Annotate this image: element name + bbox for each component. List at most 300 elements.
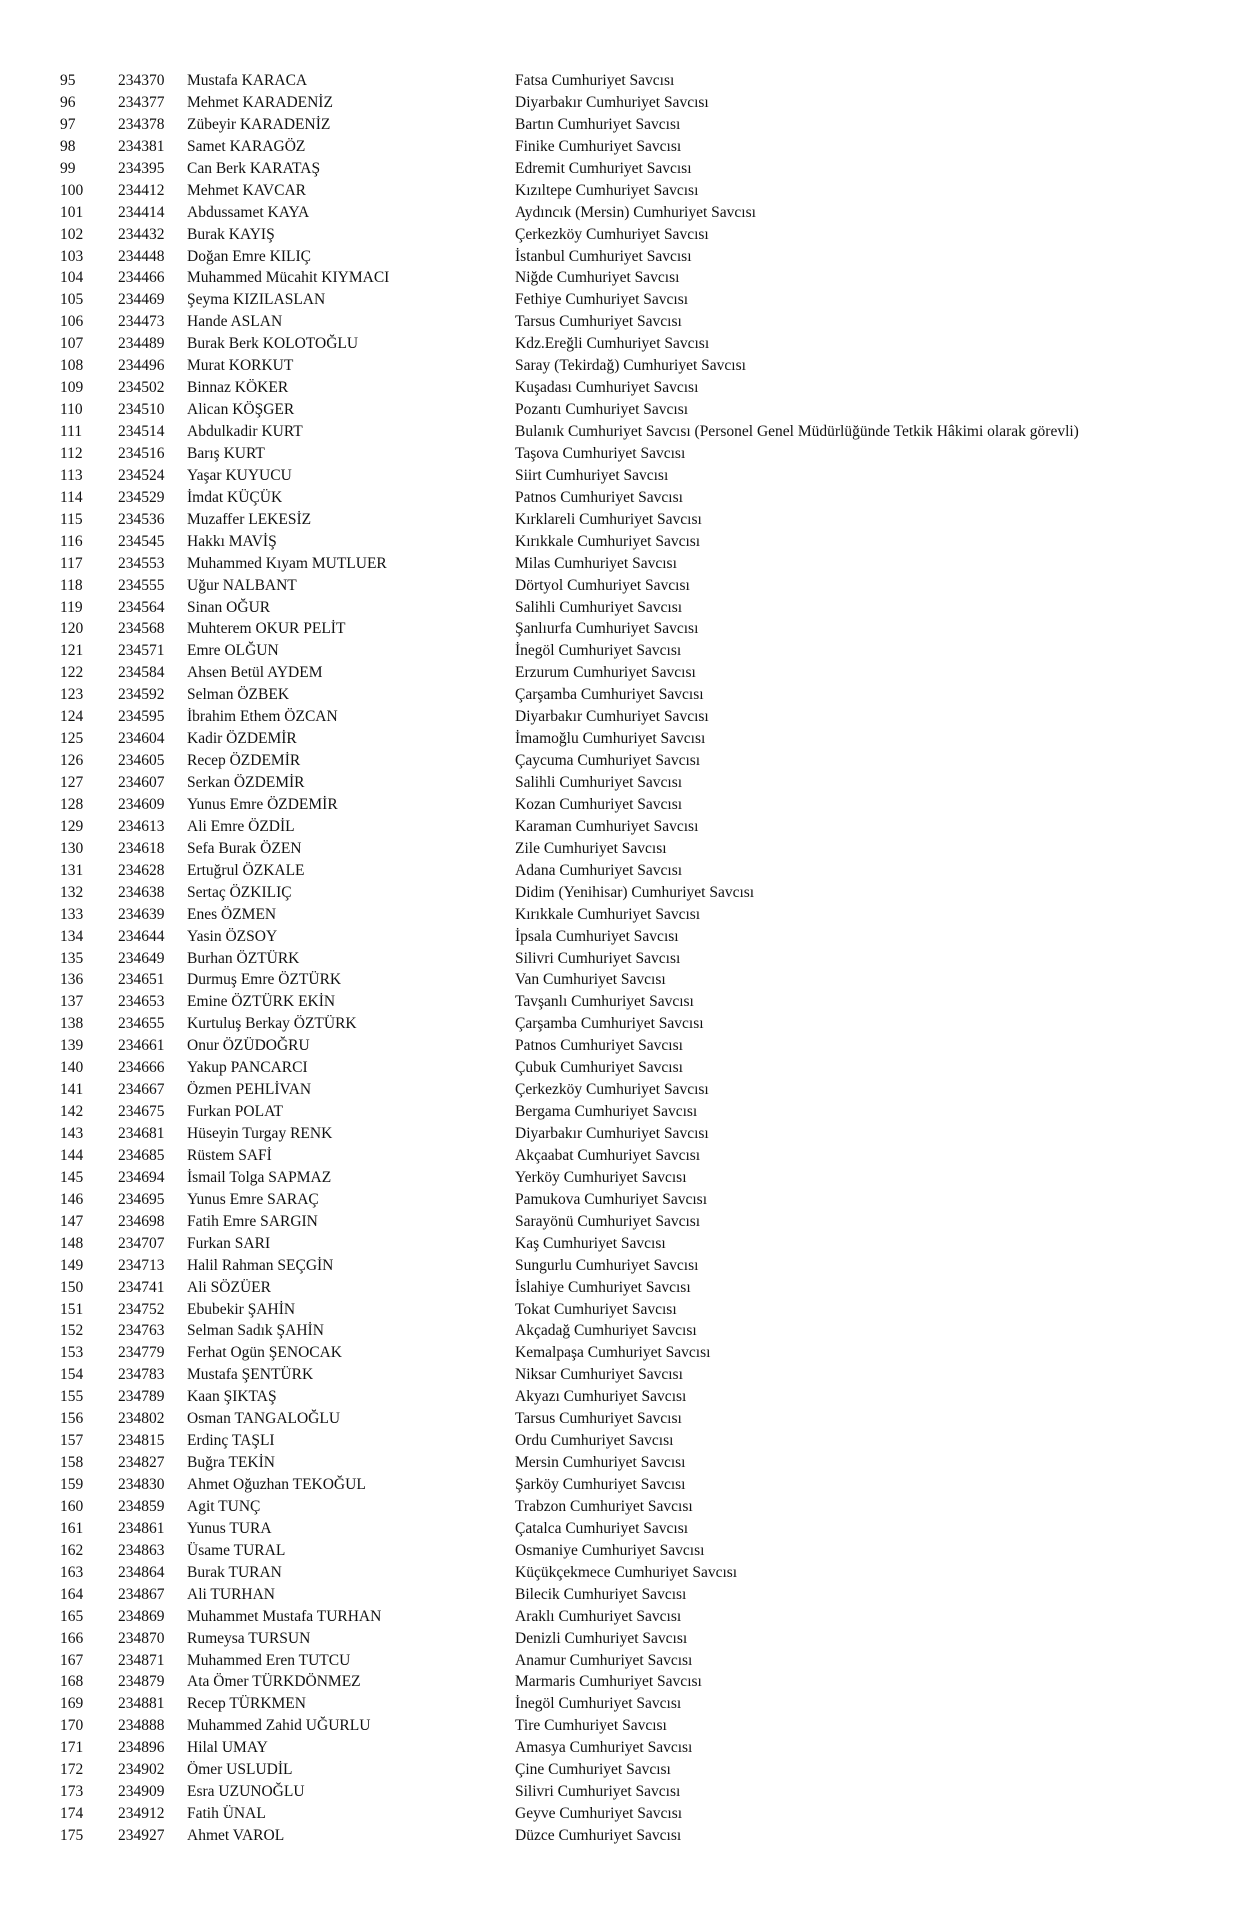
person-name: Muhammed Zahid UĞURLU [187, 1717, 371, 1735]
row-number: 96 [60, 93, 76, 111]
row-number: 108 [60, 357, 84, 375]
person-name: Yasin ÖZSOY [187, 927, 278, 945]
list-row [0, 314, 1252, 336]
row-number: 150 [60, 1278, 84, 1296]
registry-number: 234763 [118, 1322, 165, 1340]
registry-number: 234609 [118, 795, 165, 813]
assigned-post: Patnos Cumhuriyet Savcısı [515, 1037, 683, 1055]
assigned-post: Çubuk Cumhuriyet Savcısı [515, 1059, 683, 1077]
list-row [0, 95, 1252, 117]
assigned-post: Kırklareli Cumhuriyet Savcısı [515, 510, 702, 528]
assigned-post: Niğde Cumhuriyet Savcısı [515, 269, 680, 287]
row-number: 144 [60, 1146, 84, 1164]
list-row [0, 578, 1252, 600]
list-row [0, 1477, 1252, 1499]
person-name: Mehmet KARADENİZ [187, 93, 333, 111]
person-name: Rumeysa TURSUN [187, 1629, 311, 1647]
list-row [0, 753, 1252, 775]
list-row [0, 1323, 1252, 1345]
row-number: 100 [60, 181, 84, 199]
person-name: Ferhat Ogün ŞENOCAK [187, 1344, 342, 1362]
assigned-post: Çaycuma Cumhuriyet Savcısı [515, 752, 701, 770]
person-name: Barış KURT [187, 444, 265, 462]
person-name: Ahmet Oğuzhan TEKOĞUL [187, 1476, 366, 1493]
registry-number: 234473 [118, 313, 165, 331]
list-row [0, 841, 1252, 863]
list-row [0, 1258, 1252, 1280]
registry-number: 234867 [118, 1585, 165, 1603]
assigned-post: Saray (Tekirdağ) Cumhuriyet Savcısı [515, 357, 746, 375]
assigned-post: Diyarbakır Cumhuriyet Savcısı [515, 708, 709, 726]
row-number: 110 [60, 401, 83, 419]
row-number: 114 [60, 488, 83, 506]
list-row [0, 775, 1252, 797]
assigned-post: Niksar Cumhuriyet Savcısı [515, 1366, 683, 1384]
row-number: 169 [60, 1695, 84, 1713]
assigned-post: Kemalpaşa Cumhuriyet Savcısı [515, 1344, 711, 1362]
row-number: 139 [60, 1037, 84, 1055]
row-number: 167 [60, 1651, 84, 1669]
person-name: Ali Emre ÖZDİL [187, 817, 295, 835]
row-number: 172 [60, 1761, 84, 1779]
assigned-post: Milas Cumhuriyet Savcısı [515, 554, 677, 572]
list-row [0, 1082, 1252, 1104]
row-number: 135 [60, 949, 84, 967]
person-name: Fatih Emre SARGIN [187, 1212, 318, 1230]
registry-number: 234861 [118, 1519, 165, 1537]
row-number: 140 [60, 1059, 84, 1077]
registry-number: 234595 [118, 708, 165, 726]
list-row [0, 951, 1252, 973]
person-name: Burak Berk KOLOTOĞLU [187, 335, 359, 353]
registry-number: 234713 [118, 1256, 165, 1274]
row-number: 137 [60, 993, 84, 1011]
registry-number: 234395 [118, 159, 165, 177]
assigned-post: Denizli Cumhuriyet Savcısı [515, 1629, 688, 1647]
row-number: 134 [60, 927, 84, 945]
assigned-post: Akyazı Cumhuriyet Savcısı [515, 1388, 687, 1406]
list-row [0, 1609, 1252, 1631]
registry-number: 234489 [118, 335, 165, 353]
person-name: Furkan SARI [187, 1234, 271, 1252]
assigned-post: Adana Cumhuriyet Savcısı [515, 861, 683, 879]
registry-number: 234628 [118, 861, 165, 879]
person-name: Binnaz KÖKER [187, 379, 289, 397]
list-row [0, 1060, 1252, 1082]
list-row [0, 1499, 1252, 1521]
person-name: Burhan ÖZTÜRK [187, 949, 300, 967]
list-row [0, 1038, 1252, 1060]
assigned-post: Kdz.Ereğli Cumhuriyet Savcısı [515, 335, 710, 353]
list-row [0, 556, 1252, 578]
list-row [0, 446, 1252, 468]
assigned-post: Salihli Cumhuriyet Savcısı [515, 598, 683, 616]
registry-number: 234815 [118, 1432, 165, 1450]
person-name: Ali TURHAN [187, 1585, 275, 1603]
person-name: Osman TANGALOĞLU [187, 1410, 341, 1428]
list-row [0, 1674, 1252, 1696]
list-row [0, 1762, 1252, 1784]
row-number: 128 [60, 795, 84, 813]
assigned-post: İnegöl Cumhuriyet Savcısı [515, 1695, 682, 1713]
assigned-post: Tarsus Cumhuriyet Savcısı [515, 313, 682, 331]
assigned-post: Bilecik Cumhuriyet Savcısı [515, 1585, 687, 1603]
registry-number: 234653 [118, 993, 165, 1011]
registry-number: 234869 [118, 1607, 165, 1625]
list-row [0, 687, 1252, 709]
row-number: 127 [60, 774, 84, 791]
row-number: 111 [60, 423, 83, 440]
list-row [0, 1631, 1252, 1653]
assigned-post: Kuşadası Cumhuriyet Savcısı [515, 379, 699, 397]
person-name: Erdinç TAŞLI [187, 1432, 275, 1450]
registry-number: 234469 [118, 291, 165, 309]
row-number: 165 [60, 1607, 84, 1625]
person-name: Ata Ömer TÜRKDÖNMEZ [187, 1673, 361, 1691]
row-number: 103 [60, 247, 84, 265]
person-name: Zübeyir KARADENİZ [187, 115, 331, 133]
list-row [0, 1740, 1252, 1762]
person-name: Rüstem SAFİ [187, 1146, 272, 1164]
person-name: Emine ÖZTÜRK EKİN [187, 993, 336, 1011]
list-row [0, 424, 1252, 446]
registry-number: 234675 [118, 1103, 165, 1121]
registry-number: 234571 [118, 642, 165, 660]
person-name: Fatih ÜNAL [187, 1805, 266, 1823]
row-number: 161 [60, 1519, 84, 1537]
assigned-post: Çarşamba Cumhuriyet Savcısı [515, 686, 704, 704]
row-number: 132 [60, 883, 84, 901]
row-number: 122 [60, 664, 84, 682]
person-name: Doğan Emre KILIÇ [187, 247, 311, 265]
row-number: 106 [60, 313, 84, 331]
registry-number: 234661 [118, 1037, 165, 1055]
registry-number: 234638 [118, 883, 165, 901]
person-name: Yunus Emre ÖZDEMİR [187, 795, 338, 813]
person-name: Emre OLĞUN [187, 642, 279, 660]
registry-number: 234698 [118, 1212, 165, 1230]
list-row [0, 972, 1252, 994]
person-name: İsmail Tolga SAPMAZ [187, 1168, 332, 1186]
list-row [0, 249, 1252, 271]
registry-number: 234381 [118, 137, 165, 155]
list-row [0, 1565, 1252, 1587]
registry-number: 234707 [118, 1234, 165, 1252]
person-name: Recep TÜRKMEN [187, 1695, 306, 1713]
list-row [0, 1653, 1252, 1675]
registry-number: 234496 [118, 357, 165, 375]
row-number: 130 [60, 839, 84, 857]
list-row [0, 1192, 1252, 1214]
person-name: Buğra TEKİN [187, 1454, 275, 1472]
person-name: Yakup PANCARCI [187, 1059, 308, 1077]
assigned-post: Geyve Cumhuriyet Savcısı [515, 1805, 683, 1823]
assigned-post: Zile Cumhuriyet Savcısı [515, 839, 667, 857]
list-row [0, 1521, 1252, 1543]
row-number: 124 [60, 708, 84, 726]
row-number: 157 [60, 1432, 84, 1450]
person-name: Halil Rahman SEÇGİN [187, 1256, 334, 1274]
assigned-post: Çerkezköy Cumhuriyet Savcısı [515, 225, 709, 243]
row-number: 119 [60, 598, 83, 616]
registry-number: 234909 [118, 1783, 165, 1801]
registry-number: 234466 [118, 269, 165, 287]
person-name: Hakkı MAVİŞ [187, 532, 277, 550]
person-name: Agit TUNÇ [187, 1497, 261, 1515]
assigned-post: Araklı Cumhuriyet Savcısı [515, 1607, 682, 1625]
assigned-post: İstanbul Cumhuriyet Savcısı [515, 247, 692, 265]
registry-number: 234902 [118, 1761, 165, 1779]
list-row [0, 73, 1252, 95]
person-name: Selman ÖZBEK [187, 686, 290, 704]
registry-number: 234871 [118, 1651, 165, 1669]
person-name: Burak TURAN [187, 1563, 282, 1581]
person-name: Ahmet VAROL [187, 1827, 285, 1844]
person-name: Özmen PEHLİVAN [187, 1081, 312, 1099]
assigned-post: Kaş Cumhuriyet Savcısı [515, 1234, 666, 1252]
list-row [0, 139, 1252, 161]
row-number: 120 [60, 620, 84, 638]
assigned-post: Diyarbakır Cumhuriyet Savcısı [515, 1125, 709, 1142]
registry-number: 234789 [118, 1388, 165, 1406]
assigned-post: Aydıncık (Mersin) Cumhuriyet Savcısı [515, 203, 756, 221]
list-row [0, 205, 1252, 227]
assigned-post: Kızıltepe Cumhuriyet Savcısı [515, 181, 699, 199]
assigned-post: Akçadağ Cumhuriyet Savcısı [515, 1322, 697, 1340]
appointment-list [0, 73, 1252, 1850]
assigned-post: Kırıkkale Cumhuriyet Savcısı [515, 905, 701, 923]
row-number: 147 [60, 1212, 84, 1230]
row-number: 99 [60, 159, 76, 177]
list-row [0, 600, 1252, 622]
list-row [0, 621, 1252, 643]
row-number: 117 [60, 554, 83, 572]
assigned-post: Silivri Cumhuriyet Savcısı [515, 1783, 681, 1801]
person-name: Alican KÖŞGER [187, 401, 295, 419]
row-number: 102 [60, 225, 84, 243]
assigned-post: Van Cumhuriyet Savcısı [515, 971, 666, 989]
person-name: Abdulkadir KURT [187, 423, 303, 440]
person-name: Murat KORKUT [187, 357, 294, 375]
registry-number: 234378 [118, 115, 165, 133]
row-number: 146 [60, 1190, 84, 1208]
registry-number: 234888 [118, 1717, 165, 1735]
row-number: 143 [60, 1125, 84, 1142]
list-row [0, 1126, 1252, 1148]
list-row [0, 183, 1252, 205]
registry-number: 234752 [118, 1300, 165, 1318]
registry-number: 234604 [118, 730, 165, 748]
assigned-post: Çatalca Cumhuriyet Savcısı [515, 1519, 689, 1537]
person-name: Sefa Burak ÖZEN [187, 839, 302, 857]
row-number: 115 [60, 510, 83, 528]
list-row [0, 358, 1252, 380]
assigned-post: Fethiye Cumhuriyet Savcısı [515, 291, 689, 309]
list-row [0, 1280, 1252, 1302]
row-number: 107 [60, 335, 84, 353]
registry-number: 234695 [118, 1190, 165, 1208]
list-row [0, 643, 1252, 665]
person-name: Ahsen Betül AYDEM [187, 664, 323, 682]
person-name: Kurtuluş Berkay ÖZTÜRK [187, 1015, 357, 1033]
person-name: Sertaç ÖZKILIÇ [187, 883, 292, 901]
list-row [0, 292, 1252, 314]
person-name: Hilal UMAY [187, 1739, 268, 1757]
list-row [0, 1806, 1252, 1828]
row-number: 160 [60, 1497, 84, 1515]
person-name: Ömer USLUDİL [187, 1761, 293, 1779]
row-number: 125 [60, 730, 84, 748]
registry-number: 234651 [118, 971, 165, 989]
assigned-post: Edremit Cumhuriyet Savcısı [515, 159, 692, 177]
row-number: 101 [60, 203, 84, 221]
list-row [0, 1389, 1252, 1411]
person-name: Muhammed Kıyam MUTLUER [187, 554, 387, 572]
list-row [0, 797, 1252, 819]
list-row [0, 994, 1252, 1016]
list-row [0, 709, 1252, 731]
person-name: Selman Sadık ŞAHİN [187, 1322, 324, 1340]
person-name: Muzaffer LEKESİZ [187, 510, 312, 528]
list-row [0, 1345, 1252, 1367]
registry-number: 234644 [118, 927, 165, 945]
registry-number: 234927 [118, 1827, 165, 1844]
person-name: Yaşar KUYUCU [187, 466, 292, 484]
assigned-post: Erzurum Cumhuriyet Savcısı [515, 664, 696, 682]
assigned-post: Siirt Cumhuriyet Savcısı [515, 466, 669, 484]
row-number: 163 [60, 1563, 84, 1581]
assigned-post: Taşova Cumhuriyet Savcısı [515, 444, 686, 462]
assigned-post: Trabzon Cumhuriyet Savcısı [515, 1497, 693, 1515]
list-row [0, 117, 1252, 139]
registry-number: 234864 [118, 1563, 165, 1581]
registry-number: 234870 [118, 1629, 165, 1647]
registry-number: 234414 [118, 203, 165, 221]
registry-number: 234827 [118, 1454, 165, 1472]
person-name: Samet KARAGÖZ [187, 137, 306, 155]
person-name: Üsame TURAL [187, 1541, 286, 1559]
list-row [0, 1367, 1252, 1389]
row-number: 174 [60, 1805, 84, 1823]
person-name: Muhterem OKUR PELİT [187, 620, 346, 638]
list-row [0, 468, 1252, 490]
assigned-post: Didim (Yenihisar) Cumhuriyet Savcısı [515, 883, 755, 901]
list-row [0, 1016, 1252, 1038]
registry-number: 234694 [118, 1168, 165, 1186]
person-name: Kaan ŞIKTAŞ [187, 1388, 277, 1406]
assigned-post: Tavşanlı Cumhuriyet Savcısı [515, 993, 694, 1011]
assigned-post: Silivri Cumhuriyet Savcısı [515, 949, 681, 967]
list-row [0, 1104, 1252, 1126]
assigned-post: Pamukova Cumhuriyet Savcısı [515, 1190, 708, 1208]
person-name: Mustafa ŞENTÜRK [187, 1366, 314, 1384]
person-name: Furkan POLAT [187, 1103, 284, 1121]
assigned-post: Bergama Cumhuriyet Savcısı [515, 1103, 698, 1121]
registry-number: 234377 [118, 93, 165, 111]
row-number: 164 [60, 1585, 84, 1603]
list-row [0, 534, 1252, 556]
assigned-post: Fatsa Cumhuriyet Savcısı [515, 72, 675, 89]
registry-number: 234510 [118, 401, 165, 419]
registry-number: 234830 [118, 1476, 165, 1493]
list-row [0, 1411, 1252, 1433]
row-number: 151 [60, 1300, 84, 1318]
registry-number: 234524 [118, 466, 165, 484]
list-row [0, 380, 1252, 402]
registry-number: 234555 [118, 576, 165, 594]
list-row [0, 227, 1252, 249]
assigned-post: Yerköy Cumhuriyet Savcısı [515, 1168, 687, 1186]
list-row [0, 1236, 1252, 1258]
person-name: Muhammed Mücahit KIYMACI [187, 269, 390, 287]
list-row [0, 336, 1252, 358]
row-number: 133 [60, 905, 84, 923]
person-name: Recep ÖZDEMİR [187, 752, 301, 770]
assigned-post: Marmaris Cumhuriyet Savcısı [515, 1673, 702, 1691]
list-row [0, 1455, 1252, 1477]
list-row [0, 1214, 1252, 1236]
person-name: Yunus Emre SARAÇ [187, 1190, 319, 1208]
row-number: 136 [60, 971, 84, 989]
list-row [0, 665, 1252, 687]
row-number: 149 [60, 1256, 84, 1274]
assigned-post: Karaman Cumhuriyet Savcısı [515, 817, 699, 835]
registry-number: 234649 [118, 949, 165, 967]
assigned-post: Çine Cumhuriyet Savcısı [515, 1761, 671, 1779]
assigned-post: Bulanık Cumhuriyet Savcısı (Personel Genel Müdürlüğünde Tetkik Hâkimi olarak görevli) [515, 423, 1079, 440]
registry-number: 234564 [118, 598, 165, 616]
row-number: 155 [60, 1388, 84, 1406]
assigned-post: Düzce Cumhuriyet Savcısı [515, 1827, 682, 1844]
list-row [0, 1302, 1252, 1324]
row-number: 95 [60, 72, 76, 89]
assigned-post: Sarayönü Cumhuriyet Savcısı [515, 1212, 701, 1230]
row-number: 105 [60, 291, 84, 309]
person-name: Ali SÖZÜER [187, 1278, 271, 1296]
person-name: Onur ÖZÜDOĞRU [187, 1037, 310, 1055]
list-row [0, 731, 1252, 753]
row-number: 141 [60, 1081, 84, 1099]
registry-number: 234514 [118, 423, 165, 440]
registry-number: 234370 [118, 72, 165, 89]
registry-number: 234667 [118, 1081, 165, 1099]
row-number: 129 [60, 817, 84, 835]
row-number: 154 [60, 1366, 84, 1384]
registry-number: 234741 [118, 1278, 165, 1296]
row-number: 121 [60, 642, 84, 660]
list-row [0, 1784, 1252, 1806]
person-name: Mustafa KARACA [187, 72, 308, 89]
list-row [0, 885, 1252, 907]
registry-number: 234779 [118, 1344, 165, 1362]
list-row [0, 161, 1252, 183]
person-name: Muhammet Mustafa TURHAN [187, 1607, 382, 1625]
row-number: 112 [60, 444, 83, 462]
registry-number: 234655 [118, 1015, 165, 1033]
person-name: Uğur NALBANT [187, 576, 297, 594]
row-number: 126 [60, 752, 84, 770]
assigned-post: Tarsus Cumhuriyet Savcısı [515, 1410, 682, 1428]
assigned-post: İpsala Cumhuriyet Savcısı [515, 927, 679, 945]
person-name: Mehmet KAVCAR [187, 181, 306, 199]
row-number: 173 [60, 1783, 84, 1801]
person-name: Can Berk KARATAŞ [187, 159, 321, 177]
person-name: Burak KAYIŞ [187, 225, 275, 243]
registry-number: 234912 [118, 1805, 165, 1823]
row-number: 166 [60, 1629, 84, 1647]
list-row [0, 1696, 1252, 1718]
registry-number: 234592 [118, 686, 165, 704]
